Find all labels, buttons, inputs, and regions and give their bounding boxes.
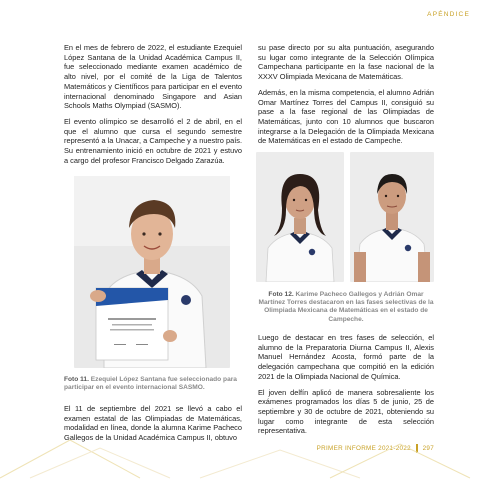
- photo-12-caption: [258, 291, 434, 324]
- caption-label: Foto 12.: [268, 291, 294, 298]
- caption-text: Ezequiel López Santana fue seleccionado para participar en el evento internacional SASMO.: [64, 376, 237, 392]
- caption-label: Foto 11.: [64, 376, 89, 383]
- page-number: 297: [422, 445, 434, 453]
- paragraph: El 11 de septiembre del 2021 se llevó a cabo el examen estatal de las Olimpiadas de Matemáticas, modalidad en línea, donde la alumna Karime Pacheco Gallegos de la Unidad Académica Campus II, obtuvo: [64, 404, 242, 443]
- photo-adrian-martinez: [350, 152, 434, 282]
- paragraph: su pase directo por su alta puntuación, asegurando su lugar como integrante de la Selección Olímpica Campechana participante en la fase nacional de la XXXV Olimpiada Mexicana de Matemáticas.: [258, 43, 434, 82]
- photo-ezequiel-lopez: [74, 176, 230, 368]
- student-portrait-image: [350, 152, 434, 282]
- paragraph: Luego de destacar en tres fases de selección, el alumno de la Preparatoria Diurna Campus II, Alexis Manuel Hernández Acosta, formó parte de la delegación campechana que compitió en la edición 2021 de la Olimpiada Nacional de Química.: [258, 333, 434, 381]
- right-column: [258, 43, 434, 152]
- report-title: PRIMER INFORME 2021-2022: [316, 445, 411, 453]
- photo-karime-pacheco: [256, 152, 344, 282]
- student-portrait-image: [256, 152, 344, 282]
- paragraph: Además, en la misma competencia, el alumno Adrián Omar Martínez Torres del Campus II, consiguió su pase a la fase regional de las Olimpiadas de Matemáticas, junto con 10 alumnos que buscaron integrarse a la Delegación de la Olimpiada Mexicana de Matemáticas en el estado de Campeche.: [258, 87, 434, 146]
- paragraph: El joven delfín aplicó de manera sobresaliente los exámenes programados los días 5 de junio, 25 de septiembre y 30 de octubre de 2021, obteniendo su lugar como integrante de esta selección representativa.: [258, 387, 434, 436]
- left-column: [64, 43, 242, 171]
- caption-text: Karime Pacheco Gallegos y Adrián Omar Martínez Torres destacaron en las fases selectivas de la Olimpiada Mexicana de Matemáticas en el estado de Campeche.: [258, 291, 434, 323]
- section-label: APÉNDICE: [427, 11, 470, 18]
- photo-11-caption: [64, 376, 244, 392]
- student-portrait-image: [74, 176, 230, 368]
- paragraph: En el mes de febrero de 2022, el estudiante Ezequiel López Santana de la Unidad Académica Campus II, fue seleccionado mediante examen académico de alto nivel, por el comité de la Liga de Talentos Matemáticos y Científicos para participar en el evento internacional denominado Singapore and Asian Schools Maths Olympiad (SASMO).: [64, 43, 242, 111]
- decorative-lines: [0, 420, 480, 480]
- paragraph: El evento olímpico se desarrolló el 2 de abril, en el que el alumno que cursa el segundo semestre representó a la Unacar, a Campeche y a nuestro país. Su entrenamiento inició en octubre de 2021 y estuvo a cargo del profesor Francisco Delgado Zarazúa.: [64, 116, 242, 165]
